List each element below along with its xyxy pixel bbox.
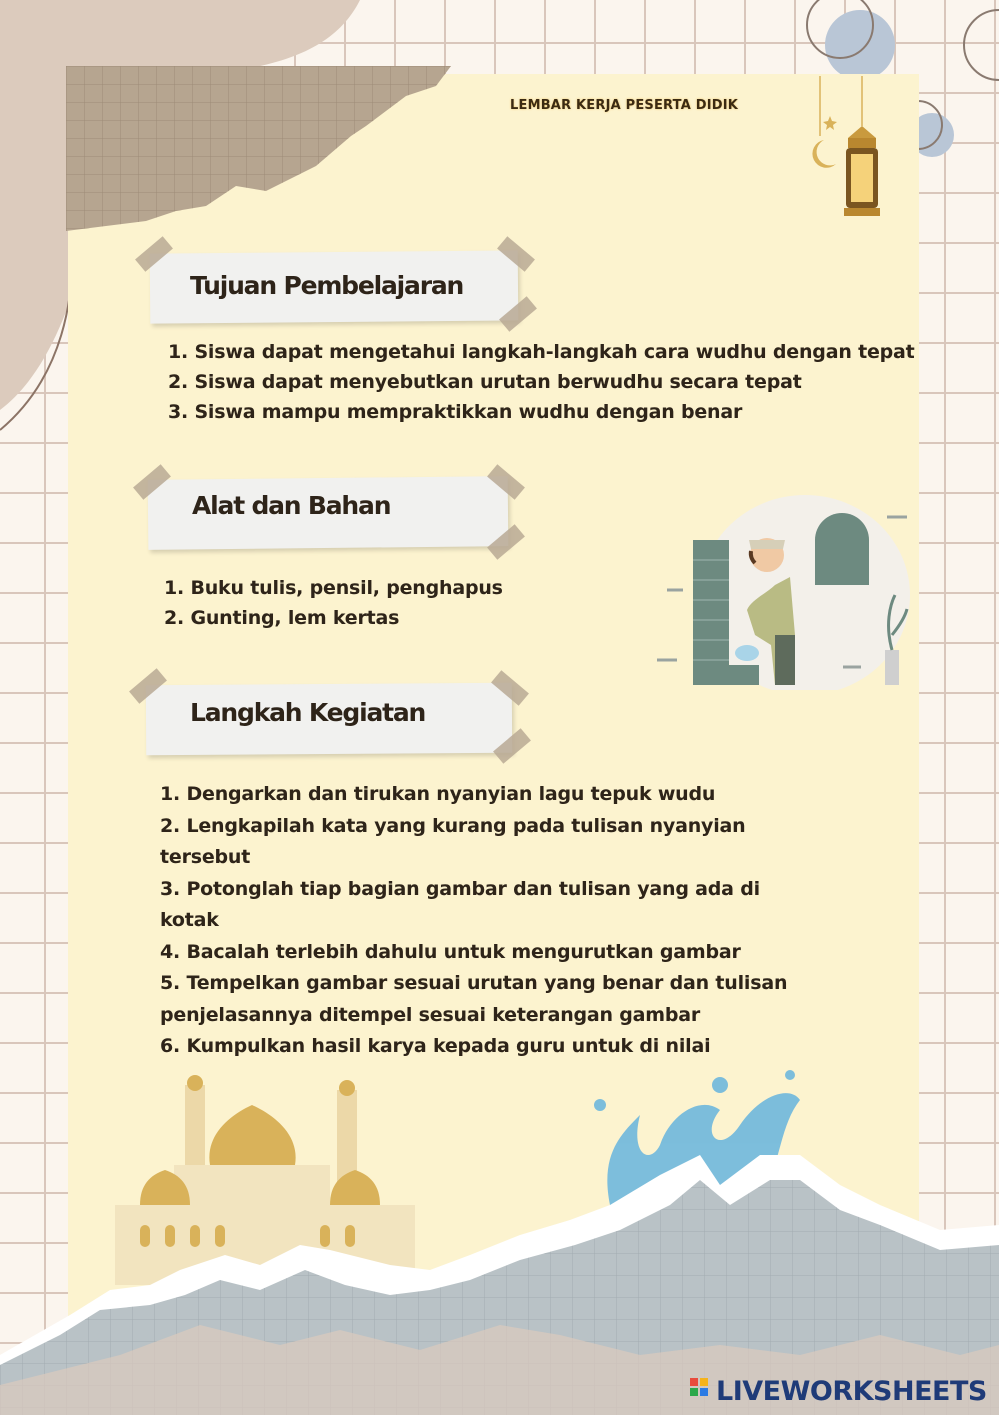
section-title-langkah: Langkah Kegiatan: [190, 698, 426, 727]
bottom-decoration: [0, 1055, 999, 1415]
mosque-icon: [115, 1075, 415, 1285]
list-item: 2. Lengkapilah kata yang kurang pada tulisan nyanyian tersebut: [160, 814, 746, 868]
liveworksheets-logo-icon: [690, 1378, 712, 1404]
section-title-alat: Alat dan Bahan: [192, 491, 391, 520]
list-langkah: [160, 779, 810, 1063]
liveworksheets-logo[interactable]: [690, 1374, 987, 1408]
liveworksheets-logo-text: LIVEWORKSHEETS: [716, 1375, 987, 1407]
section-title-tujuan: Tujuan Pembelajaran: [190, 271, 464, 300]
list-item: 3. Siswa mampu mempraktikkan wudhu dengan benar: [168, 401, 743, 423]
list-alat: [164, 573, 624, 633]
list-item: 1. Buku tulis, pensil, penghapus: [164, 577, 503, 599]
list-item: 5. Tempelkan gambar sesuai urutan yang benar dan tulisan penjelasannya ditempel sesuai keterangan gambar: [160, 972, 788, 1026]
worksheet-header-title: LEMBAR KERJA PESERTA DIDIK: [510, 98, 739, 113]
torn-paper-decoration: [66, 66, 456, 236]
circle-decoration: [964, 10, 999, 80]
list-item: 2. Siswa dapat menyebutkan urutan berwudhu secara tepat: [168, 371, 802, 393]
list-item: 4. Bacalah terlebih dahulu untuk mengurutkan gambar: [160, 940, 741, 963]
list-item: 2. Gunting, lem kertas: [164, 607, 400, 629]
list-item: 3. Potonglah tiap bagian gambar dan tulisan yang ada di kotak: [160, 877, 760, 931]
list-item: 1. Dengarkan dan tirukan nyanyian lagu tepuk wudu: [160, 783, 716, 805]
circle-decoration: [825, 10, 895, 80]
list-item: 1. Siswa dapat mengetahui langkah-langkah cara wudhu dengan tepat: [168, 341, 915, 363]
lantern-icon: [800, 76, 900, 236]
wudhu-illustration: [655, 485, 915, 690]
list-tujuan: [168, 337, 918, 427]
list-item: 6. Kumpulkan hasil karya kepada guru untuk di nilai: [160, 1035, 711, 1057]
